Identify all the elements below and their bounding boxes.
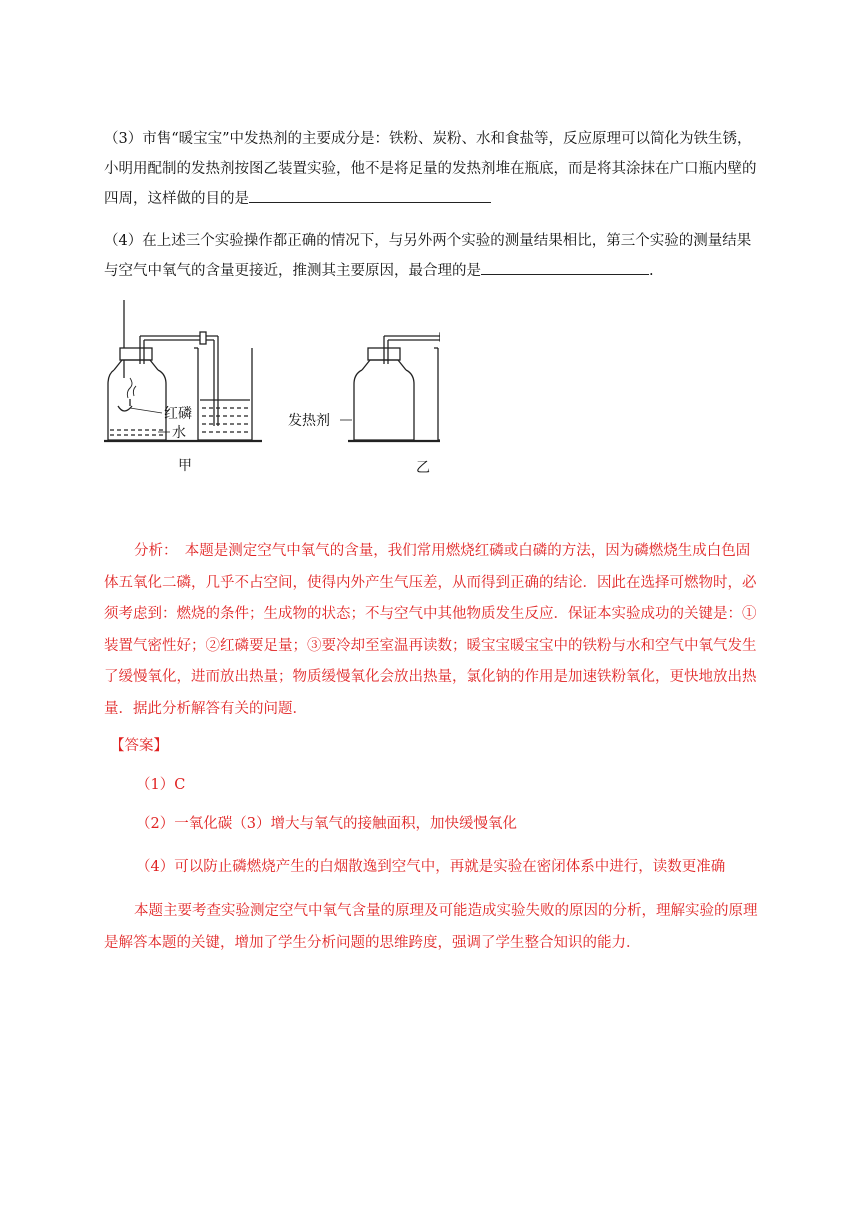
answer-line-1: （1）C — [136, 777, 186, 793]
question-4 — [104, 226, 764, 286]
caption-jia: 甲 — [178, 458, 192, 474]
label-red-phosphorus: 红磷 — [164, 406, 192, 422]
answer-blank-3 — [249, 184, 491, 203]
experiment-figure — [100, 296, 440, 482]
question-3-text: （3）市售“暖宝宝”中发热剂的主要成分是：铁粉、炭粉、水和食盐等，反应原理可以简化为铁生锈，小明用配制的发热剂按图乙装置实验，他不是将足量的发热剂堆在瓶底，而是将其涂抹在广口瓶内壁的四周，这样做的目的是 — [104, 131, 757, 207]
analysis-text: 本题是测定空气中氧气的含量，我们常用燃烧红磷或白磷的方法，因为磷燃烧生成白色固体五氧化二磷，几乎不占空间，使得内外产生气压差，从而得到正确的结论．因此在选择可燃物时，必须考虑到：燃烧的条件；生成物的状态；不与空气中其他物质发生反应．保证本实验成功的关键是：①装置气密性好；②红磷要足量；③要冷却至室温再读数；暖宝宝暖宝宝中的铁粉与水和空气中氧气发生了缓慢氧化，进而放出热量；物质缓慢氧化会放出热量，氯化钠的作用是加速铁粉氧化，更快地放出热量．据此分析解答有关的问题． — [104, 543, 757, 717]
apparatus-yi — [340, 333, 440, 441]
question-3 — [104, 124, 764, 214]
question-4-text: （4）在上述三个实验操作都正确的情况下，与另外两个实验的测量结果相比，第三个实验的测量结果与空气中氧气的含量更接近，推测其主要原因，最合理的是 — [104, 233, 752, 279]
summary-section — [104, 896, 764, 959]
label-water: 水 — [172, 425, 186, 441]
question-4-end: . — [649, 263, 654, 279]
analysis-label: 分析： — [134, 543, 171, 559]
caption-yi: 乙 — [416, 460, 430, 476]
answer-heading: 【答案】 — [110, 738, 168, 754]
answer-blank-4 — [481, 256, 649, 275]
answer-line-2: （2）一氧化碳（3）增大与氧气的接触面积，加快缓慢氧化 — [136, 816, 517, 832]
analysis-section — [104, 536, 764, 725]
answer-line-3: （4）可以防止磷燃烧产生的白烟散逸到空气中，再就是实验在密闭体系中进行，读数更准确 — [136, 859, 726, 875]
summary-text: 本题主要考查实验测定空气中氧气含量的原理及可能造成实验失败的原因的分析，理解实验的原理是解答本题的关键，增加了学生分析问题的思维跨度，强调了学生整合知识的能力． — [104, 903, 758, 951]
label-heating-agent: 发热剂 — [288, 413, 330, 429]
